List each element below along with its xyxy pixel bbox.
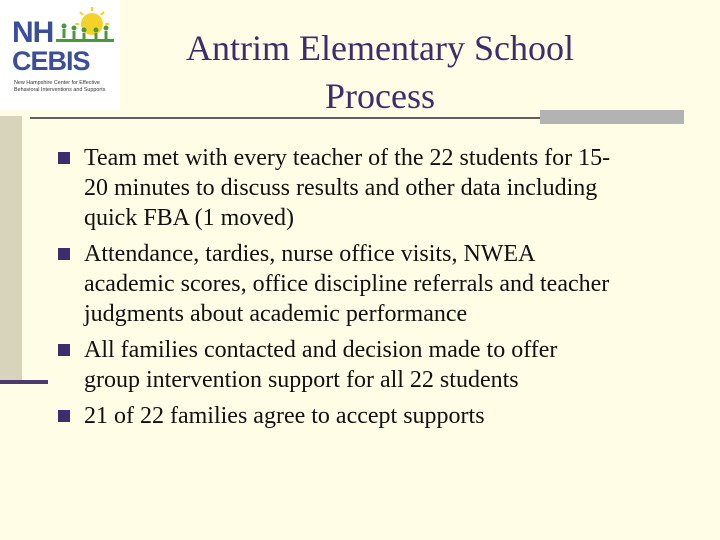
bullet-item: [56, 335, 706, 395]
bullet-line: 20 minutes to discuss results and other data including: [84, 175, 598, 201]
slide-title-line-2: Process: [325, 76, 435, 116]
square-bullet-icon: [58, 344, 70, 356]
slide-title-line-1: Antrim Elementary School: [186, 28, 574, 68]
left-accent-line: [0, 380, 48, 384]
bullet-item: [56, 143, 706, 233]
bullet-line: 21 of 22 families agree to accept supports: [84, 403, 485, 429]
nh-cebis-logo: [0, 0, 120, 110]
bullet-line: All families contacted and decision made to offer: [84, 337, 558, 363]
bullet-list: [56, 143, 706, 437]
square-bullet-icon: [58, 410, 70, 422]
square-bullet-icon: [58, 152, 70, 164]
slide-title: [120, 24, 640, 120]
bullet-item: [56, 401, 706, 431]
bullet-line: Attendance, tardies, nurse office visits, NWEA: [84, 241, 536, 267]
bullet-line: academic scores, office discipline referrals and teacher: [84, 271, 610, 297]
left-decor-bar: [0, 116, 22, 384]
bullet-line: group intervention support for all 22 students: [84, 367, 519, 393]
square-bullet-icon: [58, 248, 70, 260]
bullet-line: judgments about academic performance: [84, 301, 468, 327]
bullet-line: Team met with every teacher of the 22 students for 15-: [84, 145, 611, 171]
logo-text-nh: NH: [12, 16, 54, 49]
bullet-item: [56, 239, 706, 329]
logo-text-cebis: CEBIS: [12, 46, 90, 76]
sunrise-figures-icon: [48, 4, 118, 44]
bullet-line: quick FBA (1 moved): [84, 205, 294, 231]
logo-tagline: New Hampshire Center for Effective Behavioral Interventions and Supports: [14, 80, 106, 93]
title-divider-accent: [540, 110, 684, 124]
